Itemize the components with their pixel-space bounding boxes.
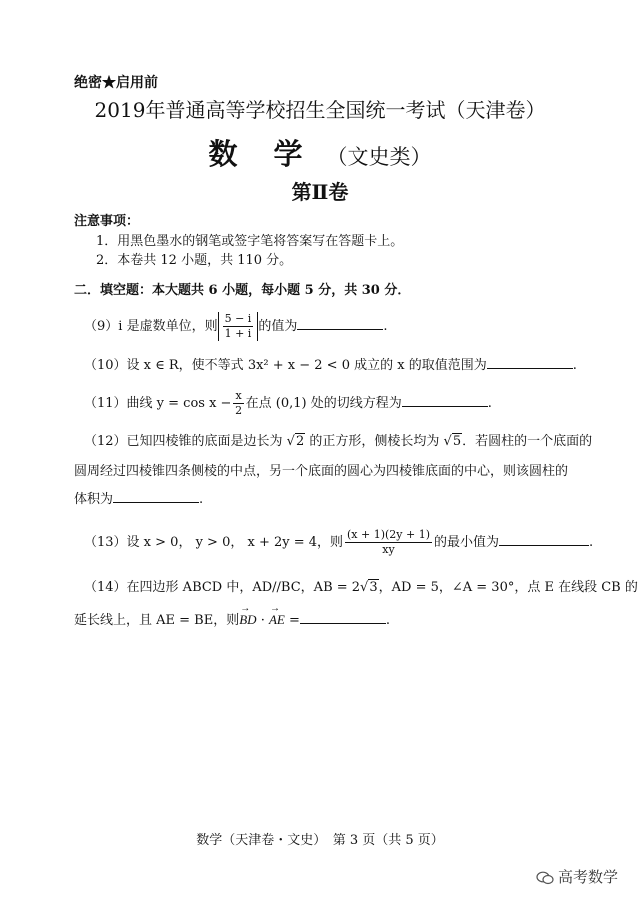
subject-name: 数学 — [208, 137, 339, 171]
question-11 — [84, 389, 492, 418]
question-10 — [84, 356, 577, 375]
question-12-line3 — [74, 490, 203, 509]
fraction — [345, 528, 432, 557]
question-number: （14） — [84, 580, 127, 595]
question-9 — [84, 312, 387, 341]
question-number: （13） — [84, 535, 127, 550]
fraction-numerator: x — [235, 389, 242, 402]
question-text: 延长线上，且 AE = BE，则 — [74, 613, 240, 628]
question-end: . — [383, 319, 388, 334]
notes-heading: 注意事项： — [74, 214, 140, 229]
fraction — [233, 389, 243, 418]
fraction-numerator: 5 − i — [224, 312, 252, 325]
question-text: ．若圆柱的一个底面的 — [462, 434, 593, 449]
question-text: 已知四棱锥的底面是边长为 √ — [126, 434, 295, 449]
exam-title: 2019年普通高等学校招生全国统一考试（天津卷） — [94, 98, 546, 122]
answer-blank — [300, 611, 386, 624]
question-text: 在四边形 ABCD 中，AD//BC，AB = 2√ — [126, 580, 369, 595]
answer-blank — [487, 356, 573, 369]
fraction-denominator: 2 — [235, 404, 243, 417]
question-text: 在点 (0,1) 处的切线方程为 — [245, 396, 402, 411]
fraction-numerator: (x + 1)(2y + 1) — [347, 528, 431, 541]
page-footer: 数学（天津卷・文史） 第 3 页（共 5 页） — [196, 833, 444, 848]
question-end: . — [487, 396, 492, 411]
answer-blank — [113, 490, 199, 503]
question-end: . — [199, 492, 204, 507]
brand-logo — [536, 866, 618, 887]
question-end: . — [589, 535, 594, 550]
answer-blank — [402, 394, 488, 407]
answer-blank — [297, 317, 383, 330]
question-12-line2: 圆周经过四棱锥四条侧棱的中点，另一个底面的圆心为四棱锥底面的中心，则该圆柱的 — [74, 464, 569, 479]
fraction-denominator: xy — [382, 543, 395, 556]
logo-text: 高考数学 — [557, 868, 618, 886]
answer-blank — [499, 533, 589, 546]
subject-category: （文史类） — [326, 145, 432, 169]
question-number: （12） — [84, 434, 127, 449]
fraction — [223, 312, 254, 341]
vector-bd: → BD — [239, 611, 256, 629]
question-end: . — [385, 613, 391, 628]
question-number: （10） — [84, 358, 127, 373]
secret-label: 绝密★启用前 — [74, 75, 158, 91]
question-end: . — [572, 358, 577, 373]
question-number: （11） — [84, 396, 127, 411]
question-text: = — [284, 613, 300, 628]
question-text: 设 x ∈ R，使不等式 3x² + x − 2 < 0 成立的 x 的取值范围为 — [126, 358, 487, 373]
radicand: 5 — [452, 434, 462, 449]
question-text: 设 x > 0， y > 0， x + 2y = 4，则 — [126, 535, 344, 550]
question-number: （9） — [84, 319, 119, 334]
radicand: 3 — [369, 580, 378, 595]
fraction-denominator: 1 + i — [224, 327, 252, 340]
absolute-value — [218, 312, 259, 341]
question-12 — [84, 433, 592, 451]
question-text: 的值为 — [258, 319, 298, 334]
note-item: 2．本卷共 12 小题，共 110 分。 — [96, 253, 293, 268]
question-text: 的最小值为 — [434, 535, 500, 550]
dot-operator: · — [256, 613, 269, 628]
question-14 — [84, 579, 638, 597]
volume-heading: 第Ⅱ卷 — [291, 180, 349, 204]
question-text: 的正方形，侧棱长均为 √ — [305, 434, 452, 449]
vector-ae: → AE — [269, 611, 285, 629]
question-text: 曲线 y = cos x − — [126, 396, 232, 411]
subject-heading — [0, 132, 640, 173]
question-text: 体积为 — [74, 492, 114, 507]
question-14-line2 — [74, 611, 390, 630]
note-item: 1．用黑色墨水的钢笔或签字笔将答案写在答题卡上。 — [96, 234, 404, 249]
radicand: 2 — [295, 434, 305, 449]
question-13 — [84, 528, 593, 557]
wechat-icon — [536, 871, 554, 885]
question-text: i 是虚数单位，则 — [118, 319, 218, 334]
section-heading: 二．填空题：本大题共 6 小题，每小题 5 分，共 30 分． — [74, 283, 411, 298]
question-text: ，AD = 5，∠A = 30°，点 E 在线段 CB 的 — [378, 580, 638, 595]
